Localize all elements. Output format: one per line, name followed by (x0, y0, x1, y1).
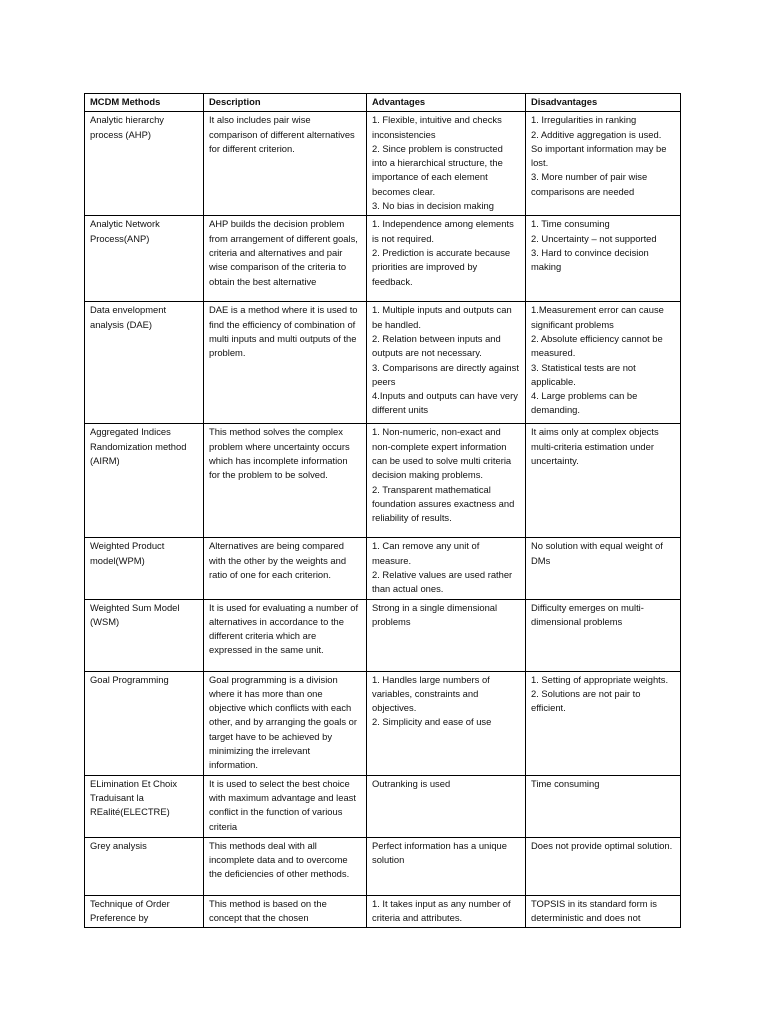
table-body (85, 112, 681, 928)
advantages-cell (367, 538, 526, 599)
cell-line: 1. Multiple inputs and outputs can be handled. (372, 304, 512, 330)
description-cell (204, 671, 367, 775)
advantages-cell (367, 112, 526, 216)
cell-line: 1.Measurement error can cause significant problems (531, 304, 664, 330)
disadvantages-cell (526, 837, 681, 895)
method-cell: Data envelopment analysis (DAE) (85, 302, 204, 424)
header-disadvantages: Disadvantages (526, 94, 681, 112)
advantages-cell (367, 302, 526, 424)
advantages-cell (367, 837, 526, 895)
cell-line: It is used to select the best choice with maximum advantage and least conflict in the function of various criteria (209, 777, 356, 832)
cell-line: 1. It takes input as any number of criteria and attributes. (372, 897, 511, 923)
disadvantages-cell (526, 671, 681, 775)
description-cell (204, 895, 367, 928)
cell-line: Strong in a single dimensional problems (372, 601, 498, 627)
description-cell (204, 112, 367, 216)
header-advantages: Advantages (367, 94, 526, 112)
cell-line: This method solves the complex problem where uncertainty occurs which has incomplete information for the problem to be solved. (209, 426, 350, 481)
cell-line: Goal programming is a division where it has more than one objective which conflicts with each other, and by arranging the goals or target have to be achieved by minimizing the irrelevant information. (209, 673, 358, 771)
cell-line: 2. Absolute efficiency cannot be measured. (531, 332, 663, 359)
header-description: Description (204, 94, 367, 112)
cell-line: DAE is a method where it is used to find the efficiency of combination of multi inputs and multi outputs of the problem. (209, 304, 358, 359)
cell-line: 3. No bias in decision making (372, 200, 494, 212)
cell-line: 1. Handles large numbers of variables, constraints and objectives. (372, 673, 490, 714)
method-cell: Technique of Order Preference by (85, 895, 204, 928)
description-cell (204, 599, 367, 671)
cell-line: 3. Comparisons are directly against peers (372, 361, 519, 387)
table-row (85, 895, 681, 928)
cell-line: 2. Solutions are not pair to efficient. (531, 687, 641, 714)
description-cell (204, 775, 367, 837)
advantages-cell (367, 424, 526, 538)
disadvantages-cell (526, 775, 681, 837)
cell-line: 1. Setting of appropriate weights. (531, 673, 669, 685)
cell-line: 1. Non-numeric, non-exact and non-complete expert information can be used to solve multi criteria decision making problems. (372, 426, 512, 481)
cell-line: 1. Time consuming (531, 218, 610, 230)
cell-line: 2. Prediction is accurate because priorities are improved by feedback. (372, 246, 511, 287)
cell-line: 2. Relative values are used rather than actual ones. (372, 568, 513, 595)
cell-line: 3. More number of pair wise comparisons are needed (531, 171, 648, 197)
cell-line: Difficulty emerges on multi-dimensional problems (531, 601, 644, 627)
cell-line: 2. Since problem is constructed into a hierarchical structure, the importance of each element becomes clear. (372, 142, 503, 197)
cell-line: 3. Statistical tests are not applicable. (531, 361, 636, 387)
method-cell: Weighted Sum Model (WSM) (85, 599, 204, 671)
cell-line: 2. Simplicity and ease of use (372, 716, 492, 728)
cell-line: 1. Irregularities in ranking (531, 114, 637, 126)
cell-line: 3. Hard to convince decision making (531, 246, 649, 273)
disadvantages-cell (526, 424, 681, 538)
cell-line: 2. Additive aggregation is used. So important information may be lost. (531, 128, 667, 169)
cell-line: Outranking is used (372, 777, 451, 789)
cell-line: 1. Can remove any unit of measure. (372, 540, 480, 566)
cell-line: 4. Large problems can be demanding. (531, 390, 638, 416)
cell-line: This methods deal with all incomplete data and to overcome the deficiencies of other methods. (209, 839, 350, 880)
cell-line: It is used for evaluating a number of alternatives in accordance to the different criteria which are expressed in the same unit. (209, 601, 359, 656)
cell-line: 2. Transparent mathematical foundation assures exactness and reliability of results. (372, 483, 515, 524)
table-row (85, 775, 681, 837)
cell-line: 2. Uncertainty – not supported (531, 232, 657, 244)
table-row (85, 216, 681, 302)
mcdm-comparison-table (84, 93, 681, 928)
description-cell (204, 216, 367, 302)
advantages-cell (367, 895, 526, 928)
description-cell (204, 837, 367, 895)
cell-line: 1. Independence among elements is not required. (372, 218, 514, 244)
description-cell (204, 538, 367, 599)
table-header (85, 94, 681, 112)
disadvantages-cell (526, 538, 681, 599)
table-row (85, 112, 681, 216)
table-row (85, 302, 681, 424)
cell-line: 2. Relation between inputs and outputs are not necessary. (372, 332, 501, 359)
method-cell: Goal Programming (85, 671, 204, 775)
cell-line: Alternatives are being compared with the other by the weights and ratio of one for each criterion. (209, 540, 347, 580)
table-row (85, 424, 681, 538)
table-row (85, 599, 681, 671)
cell-line: Time consuming (531, 777, 600, 789)
advantages-cell (367, 599, 526, 671)
cell-line: 4.Inputs and outputs can have very different units (372, 390, 518, 416)
cell-line: This method is based on the concept that the chosen (209, 897, 327, 923)
method-cell: Weighted Product model(WPM) (85, 538, 204, 599)
description-cell (204, 302, 367, 424)
method-cell: Grey analysis (85, 837, 204, 895)
method-cell: ELimination Et Choix Traduisant la REalité(ELECTRE) (85, 775, 204, 837)
table-row (85, 837, 681, 895)
method-cell: Analytic Network Process(ANP) (85, 216, 204, 302)
disadvantages-cell (526, 112, 681, 216)
cell-line: Does not provide optimal solution. (531, 839, 673, 851)
advantages-cell (367, 671, 526, 775)
disadvantages-cell (526, 599, 681, 671)
disadvantages-cell (526, 895, 681, 928)
advantages-cell (367, 775, 526, 837)
disadvantages-cell (526, 216, 681, 302)
disadvantages-cell (526, 302, 681, 424)
description-cell (204, 424, 367, 538)
cell-line: No solution with equal weight of DMs (531, 540, 663, 566)
cell-line: 1. Flexible, intuitive and checks inconsistencies (372, 114, 502, 140)
cell-line: It also includes pair wise comparison of different alternatives for different criterion. (209, 114, 355, 154)
table-row (85, 671, 681, 775)
cell-line: TOPSIS in its standard form is deterministic and does not (531, 897, 657, 923)
header-methods: MCDM Methods (85, 94, 204, 112)
table-row (85, 538, 681, 599)
advantages-cell (367, 216, 526, 302)
cell-line: Perfect information has a unique solution (372, 839, 507, 865)
cell-line: AHP builds the decision problem from arrangement of different goals, criteria and alternatives and pair wise comparison of the criteria to obtain the best alternative (209, 218, 358, 287)
method-cell: Analytic hierarchy process (AHP) (85, 112, 204, 216)
method-cell: Aggregated Indices Randomization method (AIRM) (85, 424, 204, 538)
header-row (85, 94, 681, 112)
cell-line: It aims only at complex objects multi-criteria estimation under uncertainty. (531, 426, 659, 466)
